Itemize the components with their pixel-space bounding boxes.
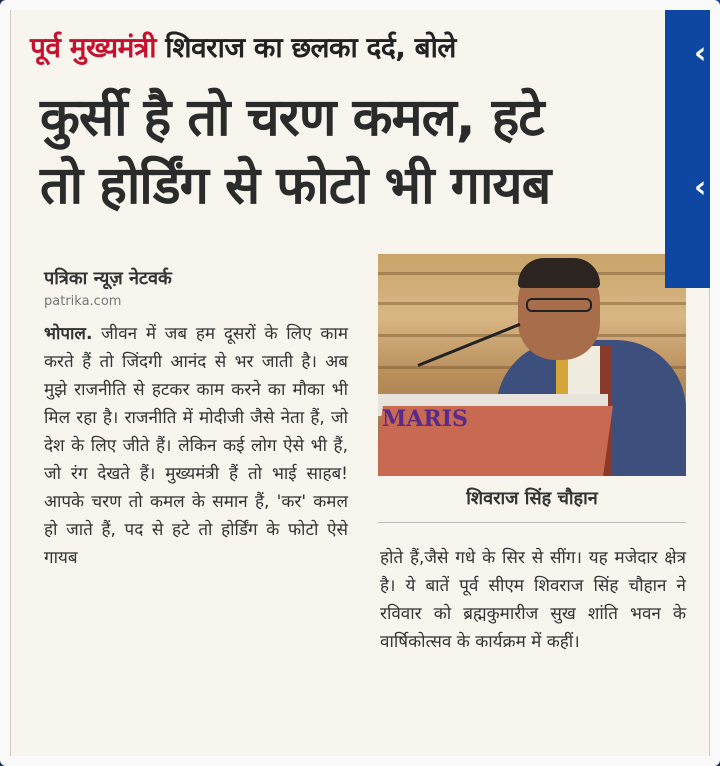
side-panel[interactable] [665,0,720,288]
dateline: भोपाल. [44,324,93,344]
byline: पत्रिका न्यूज़ नेटवर्क [44,268,172,289]
lectern-brand: MARIS [382,406,468,432]
chevron-left-icon[interactable]: ‹ [694,36,707,71]
article-column-2: होते हैं,जैसे गधे के सिर से सींग। यह मजेदार क्षेत्र है। ये बातें पूर्व सीएम शिवराज सिंह चौहान ने रविवार को ब्रह्मकुमारीज सुख शांति भवन के वार्षिकोत्सव के कार्यक्रम में कहीं। [380,548,686,652]
headline-line-2: तो होर्डिंग से फोटो भी गायब [40,156,551,216]
chevron-left-icon[interactable]: ‹ [694,170,707,205]
source-url: patrika.com [44,294,122,309]
article-column-1 [44,320,348,572]
microphone [417,323,520,367]
kicker [30,28,456,66]
photo-caption: शिवराज सिंह चौहान [466,488,598,509]
headline-line-1: कुर्सी है तो चरण कमल, हटे [40,88,544,148]
headline [40,84,670,220]
kicker-rest: शिवराज का छलका दर्द, बोले [156,31,456,64]
caption-divider [378,522,686,523]
article-photo [378,254,686,476]
kicker-red: पूर्व मुख्यमंत्री [30,31,157,64]
column-1-text: जीवन में जब हम दूसरों के लिए काम करते हैं तो जिंदगी आनंद से भर जाती है। अब मुझे राजनीति से हटकर काम करने का मौका भी मिल रहा है। राजनीति में मोदीजी जैसे नेता हैं, जो देश के लिए जीते हैं। लेकिन कई लोग ऐसे भी हैं, जो रंग देखते हैं। मुख्यमंत्री हैं तो भाई साहब! आपके चरण तो कमल के समान हैं, 'कर' कमल हो जाते हैं, पद से हटे तो होर्डिंग के फोटो ऐसे गायब [44,324,348,568]
